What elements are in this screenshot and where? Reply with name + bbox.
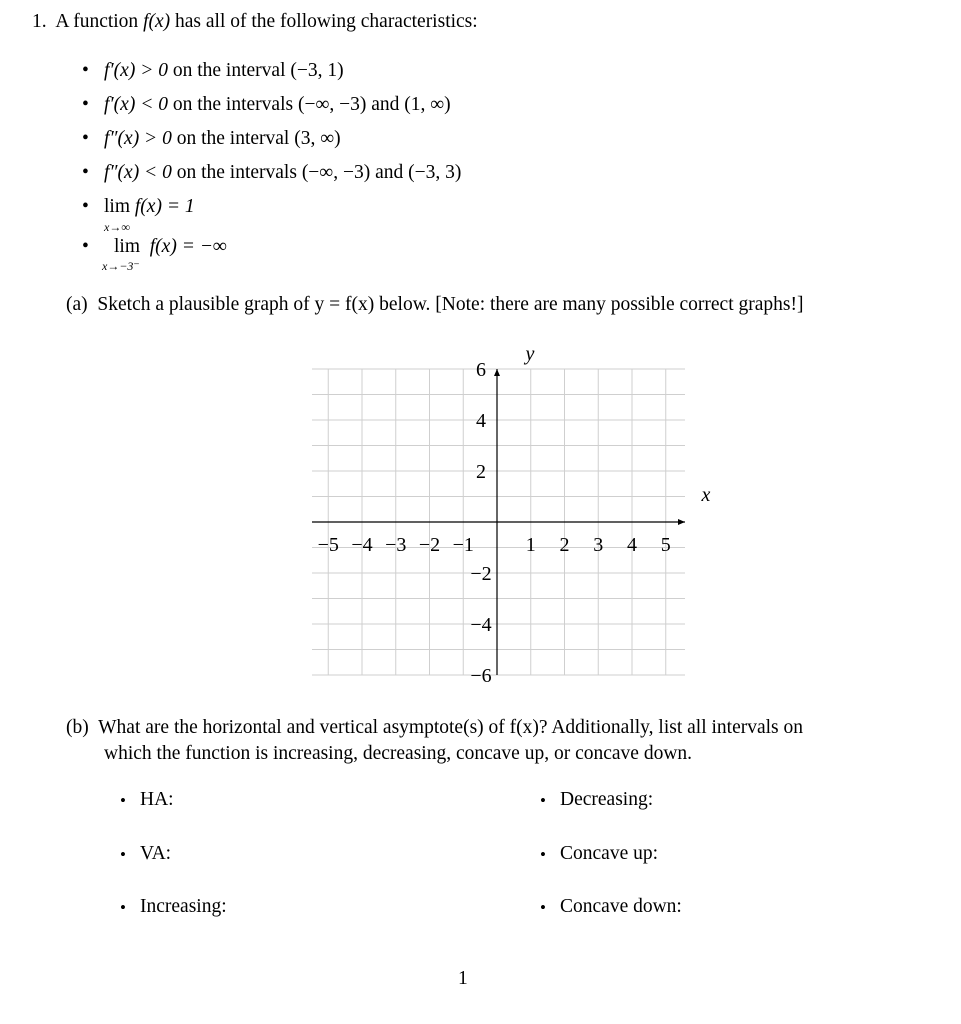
answer-label-increasing: Increasing: — [140, 896, 227, 917]
page-number: 1 — [458, 968, 468, 989]
part-a-label: (a) — [66, 294, 88, 315]
bullet-icon: • — [82, 94, 89, 115]
bullet-icon: • — [540, 791, 546, 810]
limit-expression: f(x) = −∞ — [149, 236, 227, 257]
answer-label-concave-up: Concave up: — [560, 843, 659, 864]
part-b-text-line1: What are the horizontal and vertical asymptote(s) of f(x)? Additionally, list all intervals on — [98, 717, 804, 738]
x-axis-arrow-icon — [678, 519, 685, 525]
bullet-icon: • — [120, 898, 126, 917]
tick-labels — [318, 359, 671, 687]
bullet-icon: • — [82, 196, 89, 217]
y-tick-label: −2 — [470, 563, 492, 585]
y-axis-label: y — [525, 343, 535, 365]
x-tick-label: 3 — [593, 534, 604, 556]
x-tick-label: 1 — [525, 534, 536, 556]
y-tick-label: 6 — [476, 359, 486, 381]
x-tick-label: −4 — [351, 534, 373, 556]
bullet-icon: • — [120, 845, 126, 864]
limit-subscript: x→∞ — [104, 220, 130, 234]
question-function: f(x) — [143, 11, 171, 32]
property-item: f″(x) > 0 on the interval (3, ∞) — [104, 128, 341, 149]
part-b-prompt — [66, 717, 803, 739]
answer-label-ha: HA: — [140, 789, 174, 810]
limit-subscript: x→−3⁻ — [102, 259, 140, 273]
y-tick-label: −4 — [470, 614, 492, 636]
limit-expression: f(x) = 1 — [134, 196, 195, 217]
axes — [312, 369, 685, 675]
answer-label-va: VA: — [140, 843, 172, 864]
property-item: f″(x) < 0 on the intervals (−∞, −3) and (−3, 3) — [104, 162, 462, 183]
y-tick-label: 4 — [476, 410, 486, 432]
answer-label-concave-down: Concave down: — [560, 896, 682, 917]
bullet-icon: • — [540, 845, 546, 864]
x-tick-label: −2 — [418, 534, 441, 556]
x-tick-label: −5 — [317, 534, 339, 556]
bullet-icon: • — [120, 791, 126, 810]
part-a-text: Sketch a plausible graph of y = f(x) below. [Note: there are many possible correct graphs!] — [97, 294, 804, 315]
bullet-icon: • — [540, 898, 546, 917]
part-b-label: (b) — [66, 717, 89, 738]
question-prompt-rest: has all of the following characteristics: — [175, 11, 478, 32]
y-tick-label: −6 — [470, 665, 492, 687]
answer-label-decreasing: Decreasing: — [560, 789, 654, 810]
bullet-icon: • — [82, 128, 89, 149]
y-axis-arrow-icon — [494, 369, 500, 376]
limit-operator: lim — [104, 196, 131, 217]
bullet-icon: • — [82, 60, 89, 81]
part-b-text-line2: which the function is increasing, decreasing, concave up, or concave down. — [104, 743, 693, 764]
x-axis-label: x — [701, 484, 711, 506]
x-tick-label: 2 — [559, 534, 570, 556]
property-item: f′(x) > 0 on the interval (−3, 1) — [104, 60, 344, 81]
bullet-icon: • — [82, 236, 89, 257]
x-tick-label: −3 — [385, 534, 407, 556]
property-item: f′(x) < 0 on the intervals (−∞, −3) and (1, ∞) — [104, 94, 451, 115]
x-tick-label: 5 — [660, 534, 671, 556]
x-tick-label: −1 — [452, 534, 474, 556]
question-number: 1. — [32, 11, 47, 32]
bullet-icon: • — [82, 162, 89, 183]
question-prompt: A function — [55, 11, 139, 32]
x-tick-label: 4 — [627, 534, 637, 556]
limit-operator: lim — [114, 236, 141, 257]
y-tick-label: 2 — [476, 461, 486, 483]
